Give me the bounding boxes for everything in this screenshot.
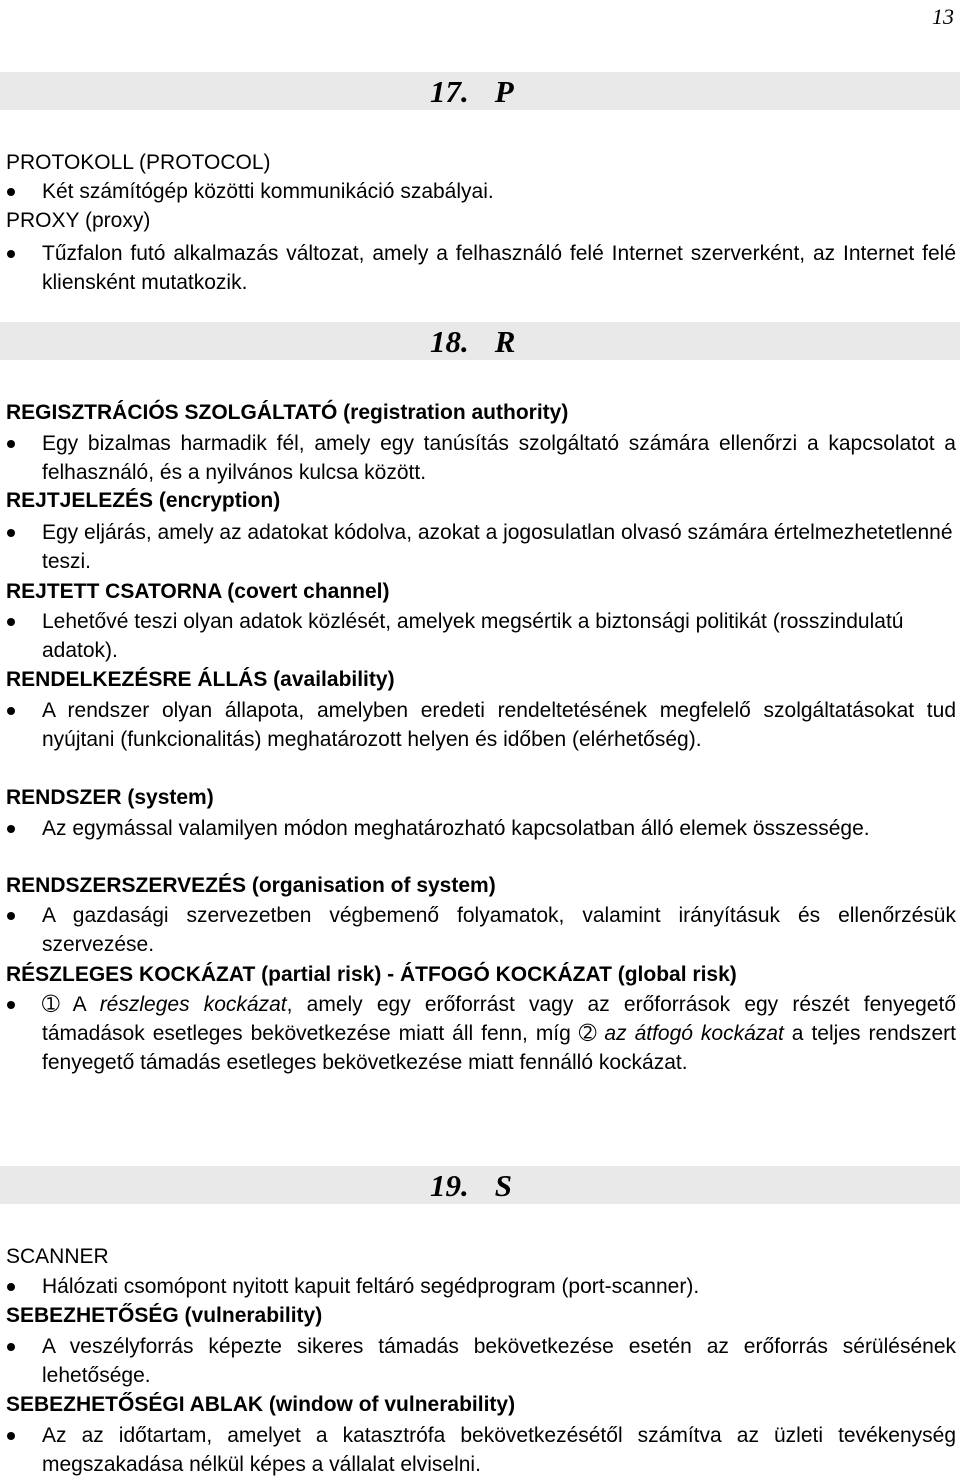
term-rendelkezesre-allas: RENDELKEZÉSRE ÁLLÁS (availability) xyxy=(6,668,395,691)
bullet-icon xyxy=(7,1343,15,1351)
definition-text: a teljes rendszert fenyegető támadás esetleges bekövetkezése miatt fennálló kockázat. xyxy=(42,1022,956,1074)
term-rendszer: RENDSZER (system) xyxy=(6,786,214,809)
section-header-s xyxy=(0,1166,960,1204)
section-letter: S xyxy=(494,1168,512,1203)
definition-rendszer xyxy=(42,814,956,843)
definition-reszleges-kockazat xyxy=(42,990,956,1077)
term-rejtett-csatorna: REJTETT CSATORNA (covert channel) xyxy=(6,580,390,603)
section-letter: R xyxy=(494,324,516,359)
bullet-icon xyxy=(7,529,15,537)
bullet-icon xyxy=(7,188,15,196)
section-number: 18. xyxy=(430,324,469,359)
section-title xyxy=(430,322,515,360)
term-sebezhetosegi-ablak: SEBEZHETŐSÉGI ABLAK (window of vulnerability) xyxy=(6,1393,516,1416)
term-rendszerszervezes: RENDSZERSZERVEZÉS (organisation of system) xyxy=(6,874,496,897)
page-number: 13 xyxy=(932,4,954,29)
definition-text: Az egymással valamilyen módon meghatározható kapcsolatban álló elemek összessége. xyxy=(42,817,870,840)
bullet-icon xyxy=(7,250,15,258)
definition-rendelkezesre-allas xyxy=(42,696,956,754)
section-title xyxy=(430,72,514,110)
definition-text: , amely egy erőforrást vagy az erőforrások egy részét fenyegető támadások esetleges bekövetkezése miatt áll fenn, míg xyxy=(42,993,956,1045)
term-regisztracios-szolgaltato: REGISZTRÁCIÓS SZOLGÁLTATÓ (registration authority) xyxy=(6,401,569,424)
bullet-icon xyxy=(7,618,15,626)
bullet-icon xyxy=(7,912,15,920)
section-header-r xyxy=(0,322,960,360)
definition-italic-term: részleges kockázat xyxy=(99,993,287,1016)
definition-proxy xyxy=(42,239,956,297)
term-protokoll: PROTOKOLL (PROTOCOL) xyxy=(6,151,271,174)
bullet-icon xyxy=(7,707,15,715)
section-number: 19. xyxy=(430,1168,469,1203)
bullet-icon xyxy=(7,825,15,833)
term-rejtjelezes: REJTJELEZÉS (encryption) xyxy=(6,489,281,512)
definition-rejtett-csatorna xyxy=(42,607,956,665)
definition-text: A xyxy=(59,993,100,1016)
section-title xyxy=(430,1166,512,1204)
definition-text: A gazdasági szervezetben végbemenő folyamatok, valamint irányításuk és ellenőrzésük szervezése. xyxy=(42,904,956,956)
bullet-icon xyxy=(7,1001,15,1009)
circled-two-icon: ➁ xyxy=(578,1022,597,1045)
bullet-icon xyxy=(7,1283,15,1291)
definition-text: Egy eljárás, amely az adatokat kódolva, azokat a jogosulatlan olvasó számára értelmezhetetlenné teszi. xyxy=(42,521,953,573)
definition-text: Két számítógép közötti kommunikáció szabályai. xyxy=(42,180,494,203)
circled-one-icon: ➀ xyxy=(42,993,60,1016)
definition-scanner xyxy=(42,1272,956,1301)
section-letter: P xyxy=(494,74,514,109)
definition-text: Tűzfalon futó alkalmazás változat, amely a felhasználó felé Internet szerverként, az Internet felé kliensként mutatkozik. xyxy=(42,242,956,294)
definition-sebezhetoseg xyxy=(42,1332,956,1390)
definition-italic-term: az átfogó kockázat xyxy=(604,1022,784,1045)
definition-regisztracios-szolgaltato xyxy=(42,429,956,487)
section-header-p xyxy=(0,72,960,110)
definition-protokoll xyxy=(42,177,956,206)
bullet-icon xyxy=(7,1432,15,1440)
definition-rendszerszervezes xyxy=(42,901,956,959)
definition-text: A rendszer olyan állapota, amelyben eredeti rendeltetésének megfelelő szolgáltatásokat tud nyújtani (funkcionalitás) meghatározott helyen és időben (elérhetőség). xyxy=(42,699,956,751)
term-proxy: PROXY (proxy) xyxy=(6,209,151,232)
term-sebezhetoseg: SEBEZHETŐSÉG (vulnerability) xyxy=(6,1304,323,1327)
definition-text: Hálózati csomópont nyitott kapuit feltáró segédprogram (port-scanner). xyxy=(42,1275,700,1298)
definition-rejtjelezes xyxy=(42,518,956,576)
definition-text: Lehetővé teszi olyan adatok közlését, amelyek megsértik a biztonsági politikát (rosszindulatú adatok). xyxy=(42,610,904,662)
term-reszleges-kockazat: RÉSZLEGES KOCKÁZAT (partial risk) - ÁTFOGÓ KOCKÁZAT (global risk) xyxy=(6,963,737,986)
definition-text: Egy bizalmas harmadik fél, amely egy tanúsítás szolgáltató számára ellenőrzi a kapcsolatot a felhasználó, és a nyilvános kulcsa között. xyxy=(42,432,956,484)
definition-sebezhetosegi-ablak xyxy=(42,1421,956,1479)
term-scanner: SCANNER xyxy=(6,1245,109,1268)
definition-text: Az az időtartam, amelyet a katasztrófa bekövetkezésétől számítva az üzleti tevékenység megszakadása nélkül képes a vállalat elviselni. xyxy=(42,1424,956,1476)
bullet-icon xyxy=(7,440,15,448)
section-number: 17. xyxy=(430,74,469,109)
definition-text: A veszélyforrás képezte sikeres támadás bekövetkezése esetén az erőforrás sérülésének lehetősége. xyxy=(42,1335,956,1387)
